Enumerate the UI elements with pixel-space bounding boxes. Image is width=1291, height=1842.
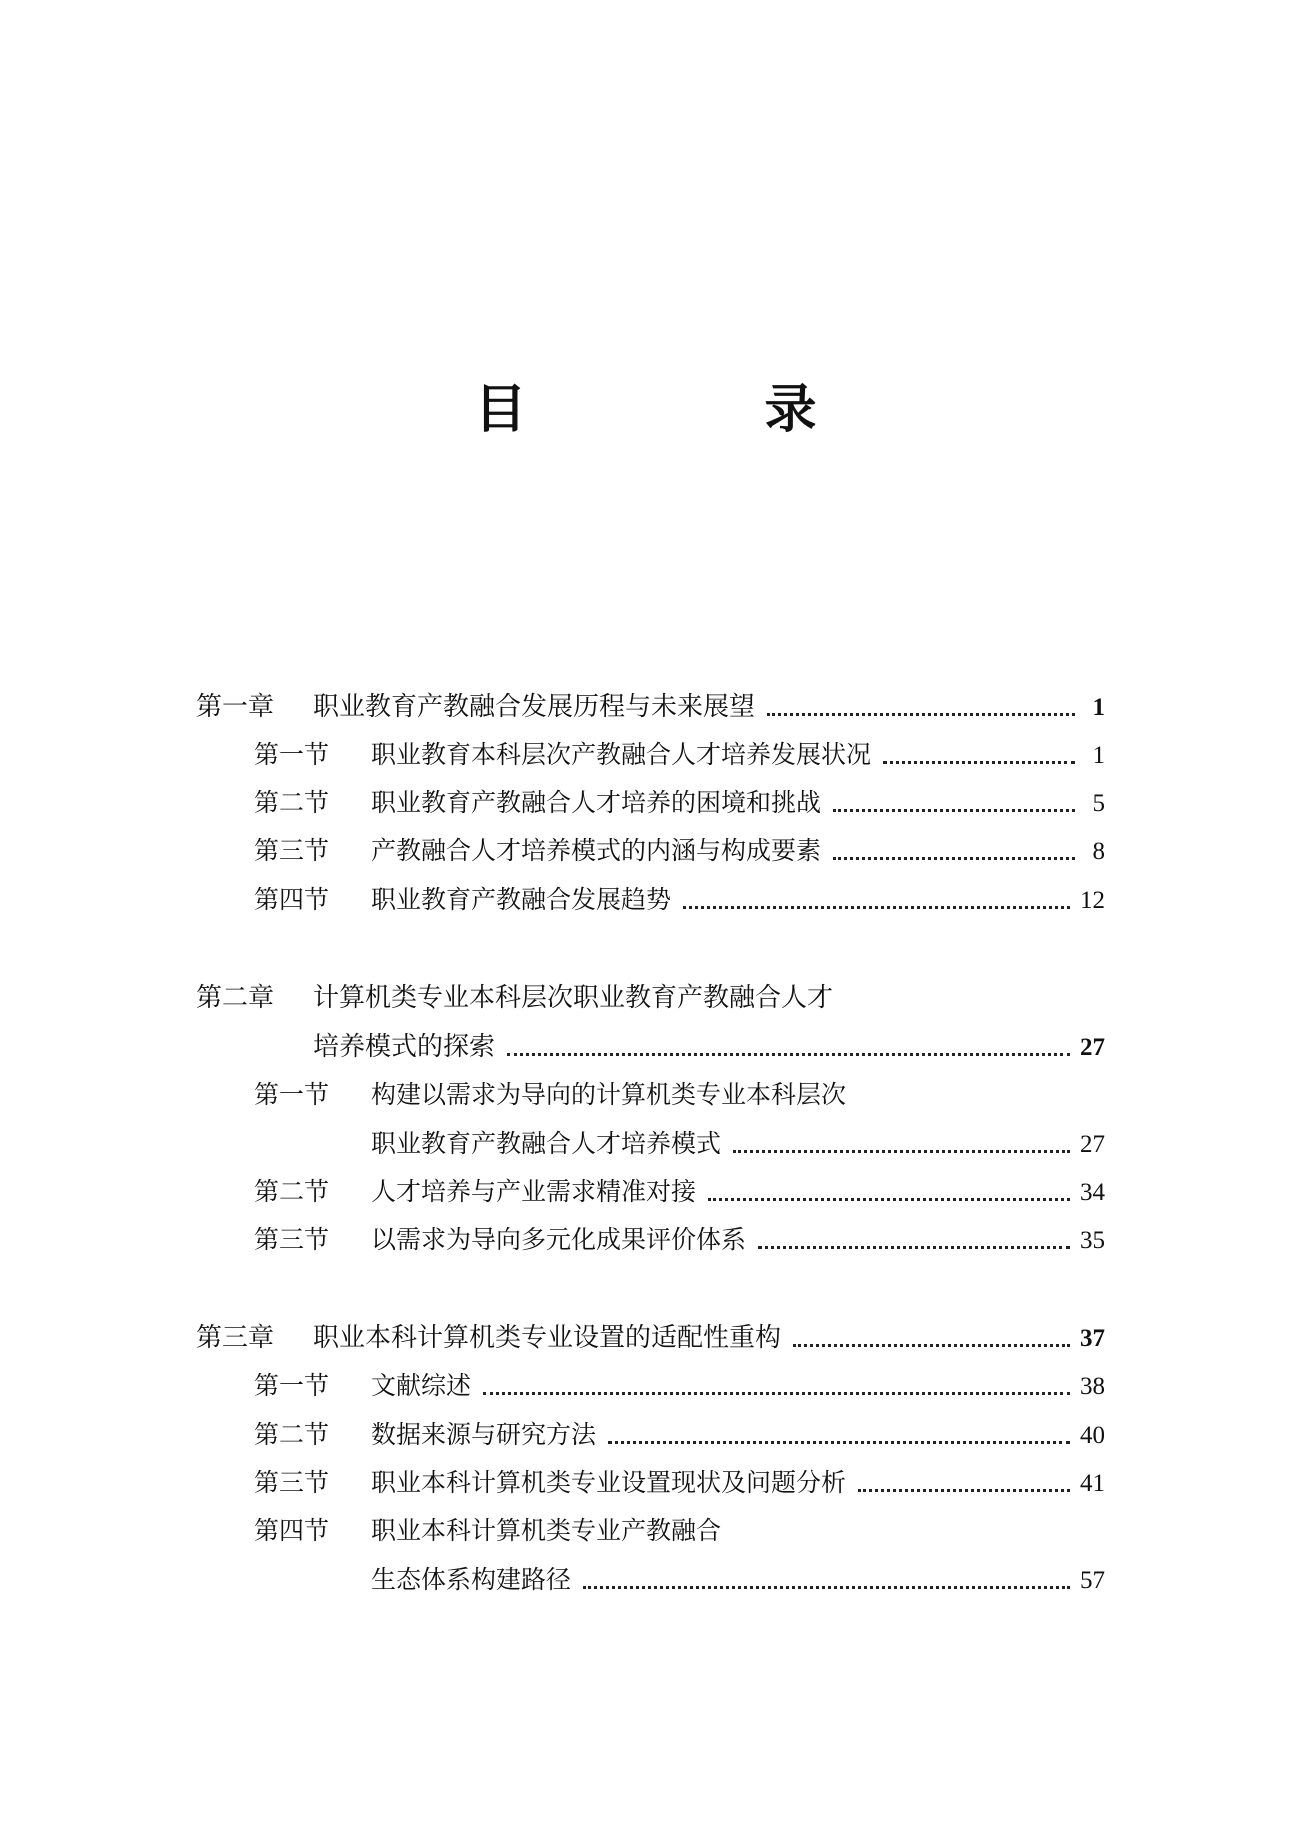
toc-ch3-section-3[interactable] bbox=[254, 1465, 1105, 1501]
section-title: 职业教育产教融合人才培养的困境和挑战 bbox=[371, 788, 822, 817]
section-label: 第三节 bbox=[254, 1468, 330, 1497]
dot-leader bbox=[758, 1234, 1070, 1249]
dot-leader bbox=[883, 749, 1075, 764]
page-number: 38 bbox=[1080, 1373, 1105, 1400]
section-title: 以需求为导向多元化成果评价体系 bbox=[371, 1225, 747, 1254]
toc-ch2-section-1-continued[interactable] bbox=[371, 1126, 1105, 1162]
section-label: 第一节 bbox=[254, 1371, 330, 1400]
toc-ch3-section-2[interactable] bbox=[254, 1417, 1105, 1453]
page-number: 37 bbox=[1080, 1325, 1105, 1352]
dot-leader bbox=[507, 1041, 1070, 1056]
section-title: 文献综述 bbox=[371, 1371, 472, 1400]
chapter-label: 第三章 bbox=[196, 1323, 275, 1353]
section-title: 数据来源与研究方法 bbox=[371, 1420, 597, 1449]
section-title-line-1: 构建以需求为导向的计算机类专业本科层次 bbox=[371, 1080, 847, 1109]
toc-ch1-section-1[interactable] bbox=[254, 737, 1105, 773]
section-title-line-2: 职业教育产教融合人才培养模式 bbox=[371, 1129, 722, 1158]
page-number: 41 bbox=[1080, 1470, 1105, 1497]
chapter-title-line-1: 计算机类专业本科层次职业教育产教融合人才 bbox=[313, 983, 834, 1013]
section-label: 第二节 bbox=[254, 1420, 330, 1449]
dot-leader bbox=[858, 1477, 1070, 1492]
dot-leader bbox=[608, 1429, 1070, 1444]
section-label: 第四节 bbox=[254, 1516, 330, 1545]
toc-ch1-section-4[interactable] bbox=[254, 882, 1105, 918]
toc-ch1-section-3[interactable] bbox=[254, 833, 1105, 869]
dot-leader bbox=[793, 1332, 1070, 1347]
toc-chapter-2-continued[interactable] bbox=[313, 1029, 1105, 1065]
page-number: 1 bbox=[1092, 742, 1105, 769]
section-title: 职业教育本科层次产教融合人才培养发展状况 bbox=[371, 740, 872, 769]
section-label: 第二节 bbox=[254, 788, 330, 817]
toc-chapter-3[interactable] bbox=[196, 1320, 1105, 1356]
chapter-title: 职业本科计算机类专业设置的适配性重构 bbox=[313, 1323, 782, 1353]
section-label: 第四节 bbox=[254, 885, 330, 914]
page-number: 57 bbox=[1080, 1567, 1105, 1594]
section-title: 人才培养与产业需求精准对接 bbox=[371, 1177, 697, 1206]
chapter-title: 职业教育产教融合发展历程与未来展望 bbox=[313, 692, 756, 722]
dot-leader bbox=[708, 1186, 1070, 1201]
page-title: 目 录 bbox=[474, 380, 927, 440]
toc-ch3-section-4[interactable] bbox=[254, 1513, 1105, 1549]
dot-leader bbox=[683, 894, 1070, 909]
dot-leader bbox=[483, 1380, 1070, 1395]
dot-leader bbox=[833, 845, 1075, 860]
toc-chapter-2[interactable] bbox=[196, 980, 1105, 1016]
toc-ch2-section-3[interactable] bbox=[254, 1222, 1105, 1258]
section-title: 职业本科计算机类专业设置现状及问题分析 bbox=[371, 1468, 847, 1497]
toc-chapter-1[interactable] bbox=[196, 689, 1105, 725]
dot-leader bbox=[583, 1574, 1070, 1589]
page-number: 8 bbox=[1092, 838, 1105, 865]
section-label: 第三节 bbox=[254, 1225, 330, 1254]
toc-ch3-section-4-continued[interactable] bbox=[371, 1562, 1105, 1598]
section-label: 第一节 bbox=[254, 740, 330, 769]
dot-leader bbox=[733, 1138, 1070, 1153]
chapter-label: 第二章 bbox=[196, 983, 275, 1013]
section-label: 第一节 bbox=[254, 1080, 330, 1109]
page-number: 1 bbox=[1092, 694, 1105, 721]
toc-ch2-section-1[interactable] bbox=[254, 1077, 1105, 1113]
section-title-line-2: 生态体系构建路径 bbox=[371, 1565, 572, 1594]
page-number: 12 bbox=[1080, 887, 1105, 914]
page-number: 27 bbox=[1080, 1034, 1105, 1061]
section-label: 第二节 bbox=[254, 1177, 330, 1206]
dot-leader bbox=[767, 701, 1075, 716]
section-label: 第三节 bbox=[254, 836, 330, 865]
page-number: 35 bbox=[1080, 1227, 1105, 1254]
chapter-label: 第一章 bbox=[196, 692, 275, 722]
section-title-line-1: 职业本科计算机类专业产教融合 bbox=[371, 1516, 722, 1545]
toc-ch1-section-2[interactable] bbox=[254, 785, 1105, 821]
page-number: 34 bbox=[1080, 1179, 1105, 1206]
page-number: 27 bbox=[1080, 1131, 1105, 1158]
dot-leader bbox=[833, 797, 1075, 812]
section-title: 产教融合人才培养模式的内涵与构成要素 bbox=[371, 836, 822, 865]
toc-ch3-section-1[interactable] bbox=[254, 1368, 1105, 1404]
chapter-title-line-2: 培养模式的探索 bbox=[313, 1032, 496, 1062]
section-title: 职业教育产教融合发展趋势 bbox=[371, 885, 672, 914]
page-number: 5 bbox=[1092, 790, 1105, 817]
toc-ch2-section-2[interactable] bbox=[254, 1174, 1105, 1210]
page-number: 40 bbox=[1080, 1422, 1105, 1449]
